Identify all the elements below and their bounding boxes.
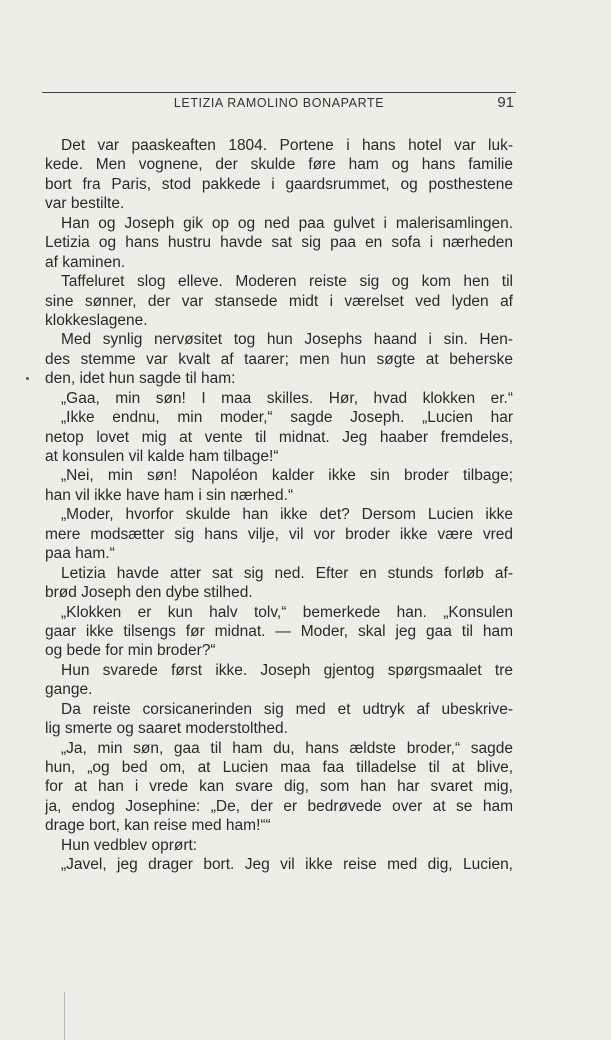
text-line: Det var paaskeaften 1804. Portene i hans hotel var luk- (61, 137, 513, 154)
text-line: kede. Men vognene, der skulde føre ham og hans familie (45, 156, 513, 174)
text-line: at konsulen vil kalde ham tilbage!“ (45, 448, 279, 465)
text-line: sine sønner, der var stansede midt i værelset ved lyden af (45, 292, 513, 310)
text-line: „Gaa, min søn! I maa skilles. Hør, hvad klokken er.“ (61, 389, 513, 407)
text-line: lig smerte og saaret moderstolthed. (45, 720, 288, 738)
text-line: „Javel, jeg drager bort. Jeg vil ikke reise med dig, Lucien, (61, 856, 513, 874)
text-line: var bestilte. (45, 195, 125, 213)
text-line: hun, „og bed om, at Lucien maa faa tilladelse til at blive, (45, 759, 513, 776)
text-line: „Nei, min søn! Napoléon kalder ikke sin broder tilbage; (61, 467, 513, 485)
page-number: 91 (497, 94, 514, 111)
text-line: af kaminen. (45, 253, 126, 271)
text-line: bort fra Paris, stod pakkede i gaardsrummet, og posthestene (45, 175, 513, 193)
text-line: Taffeluret slog elleve. Moderen reiste sig og kom hen til (61, 273, 513, 291)
text-line: Med synlig nervøsitet tog hun Josephs haand i sin. Hen- (61, 331, 513, 349)
text-line: „Ja, min søn, gaa til ham du, hans ældste broder,“ sagde (61, 739, 513, 757)
text-line: „Ikke endnu, min moder,“ sagde Joseph. „Lucien har (61, 409, 513, 427)
text-line: „Moder, hvorfor skulde han ikke det? Dersom Lucien ikke (61, 506, 513, 524)
text-line: ja, endog Josephine: „De, der er bedrøvede over at se ham (45, 797, 513, 815)
text-line: Letizia og hans hustru havde sat sig paa en sofa i nærheden (45, 234, 513, 252)
text-line: Da reiste corsicanerinden sig med et udtryk af ubeskrive- (61, 700, 513, 718)
text-line: netop lovet mig at vente til midnat. Jeg haaber fremdeles, (45, 428, 513, 446)
body-text (45, 136, 513, 875)
text-line: Letizia havde atter sat sig ned. Efter en stunds forløb af- (61, 564, 513, 582)
text-line: Han og Joseph gik op og ned paa gulvet i malerisamlingen. (61, 214, 513, 232)
text-line: mere modsætter sig hans vilje, vil vor broder ikke være vred (45, 525, 513, 543)
text-line: klokkeslagene. (45, 311, 148, 329)
page-header (42, 92, 516, 115)
text-line: han vil ikke have ham i sin nærhed.“ (45, 486, 294, 504)
text-line: des stemme var kvalt af taarer; men hun søgte at beherske (45, 350, 513, 368)
text-line: paa ham.“ (45, 545, 115, 563)
text-line: gange. (45, 681, 93, 699)
margin-dot (26, 377, 29, 380)
text-line: gaar ikke tilsengs før midnat. — Moder, skal jeg gaa til ham (45, 622, 513, 640)
text-line: Hun vedblev oprørt: (61, 836, 198, 854)
text-line: drage bort, kan reise med ham!““ (45, 817, 271, 835)
text-line: „Klokken er kun halv tolv,“ bemerkede han. „Konsulen (61, 603, 513, 621)
text-line: for at han i vrede kan svare dig, som han har svaret mig, (45, 778, 513, 796)
text-line: Hun svarede først ikke. Joseph gjentog spørgsmaalet tre (61, 661, 513, 679)
running-title: LETIZIA RAMOLINO BONAPARTE (173, 96, 385, 110)
page-edge-mark (64, 992, 65, 1040)
text-line: brød Joseph den dybe stilhed. (45, 584, 253, 602)
text-line: den, idet hun sagde til ham: (45, 370, 236, 388)
text-line: og bede for min broder?“ (45, 642, 216, 660)
